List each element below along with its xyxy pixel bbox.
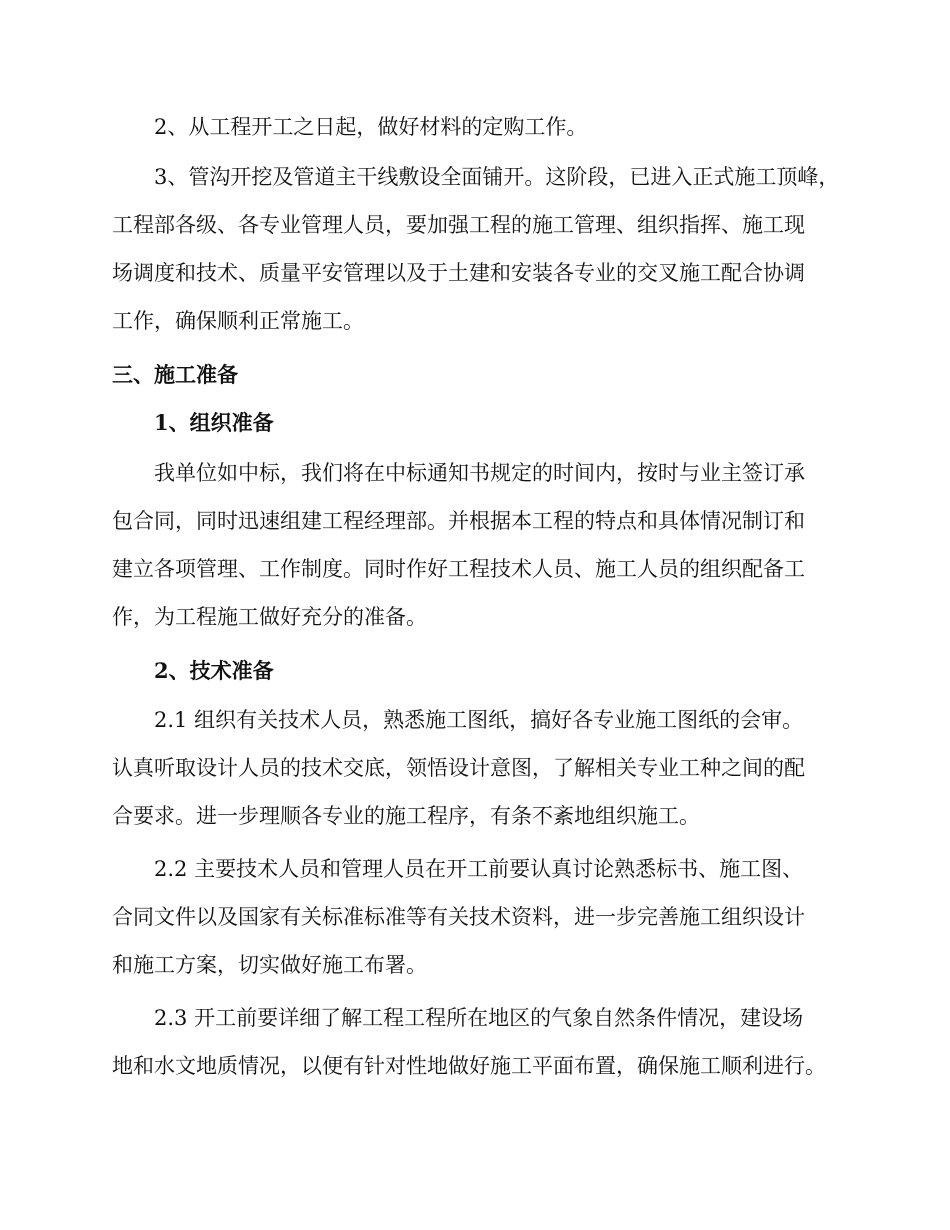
section-heading: 三、施工准备 bbox=[112, 362, 238, 387]
subsection-heading: 2、技术准备 bbox=[154, 658, 274, 683]
paragraph-technical-2-2 bbox=[112, 845, 850, 989]
paragraph-line: 作，为工程施工做好充分的准备。 bbox=[112, 605, 427, 629]
paragraph-technical-2-3 bbox=[112, 994, 850, 1090]
subsection-heading-technical bbox=[112, 647, 850, 695]
subsection-heading: 1、组织准备 bbox=[154, 410, 274, 435]
paragraph-line: 2、从工程开工之日起，做好材料的定购工作。 bbox=[154, 115, 588, 139]
paragraph-line: 和施工方案，切实做好施工布署。 bbox=[112, 953, 427, 977]
paragraph-organization-preparation bbox=[112, 449, 850, 641]
paragraph-line: 场调度和技术、质量平安管理以及于土建和安装各专业的交叉施工配合协调 bbox=[112, 261, 805, 285]
paragraph-line: 2.3 开工前要详细了解工程工程所在地区的气象自然条件情况，建设场 bbox=[154, 1006, 804, 1030]
paragraph-technical-2-1 bbox=[112, 696, 850, 840]
paragraph-material-ordering bbox=[112, 103, 850, 151]
paragraph-line: 建立各项管理、工作制度。同时作好工程技术人员、施工人员的组织配备工 bbox=[112, 557, 805, 581]
paragraph-line: 工程部各级、各专业管理人员，要加强工程的施工管理、组织指挥、施工现 bbox=[112, 213, 805, 237]
section-heading-construction-preparation bbox=[112, 351, 850, 399]
paragraph-line: 2.1 组织有关技术人员，熟悉施工图纸，搞好各专业施工图纸的会审。 bbox=[154, 708, 804, 732]
paragraph-line: 合要求。进一步理顺各专业的施工程序，有条不紊地组织施工。 bbox=[112, 804, 700, 828]
paragraph-line: 工作，确保顺利正常施工。 bbox=[112, 309, 364, 333]
paragraph-line: 2.2 主要技术人员和管理人员在开工前要认真讨论熟悉标书、施工图、 bbox=[154, 857, 804, 881]
paragraph-line: 我单位如中标，我们将在中标通知书规定的时间内，按时与业主签订承 bbox=[154, 461, 805, 485]
paragraph-line: 包合同，同时迅速组建工程经理部。并根据本工程的特点和具体情况制订和 bbox=[112, 509, 805, 533]
paragraph-line: 合同文件以及国家有关标准标准等有关技术资料，进一步完善施工组织设计 bbox=[112, 905, 805, 929]
paragraph-line: 地和水文地质情况，以便有针对性地做好施工平面布置，确保施工顺利进行。 bbox=[112, 1054, 826, 1078]
paragraph-line: 3、管沟开挖及管道主干线敷设全面铺开。这阶段，已进入正式施工顶峰， bbox=[154, 165, 840, 189]
paragraph-line: 认真听取设计人员的技术交底，领悟设计意图，了解相关专业工种之间的配 bbox=[112, 756, 805, 780]
subsection-heading-organization bbox=[112, 399, 850, 447]
paragraph-trench-excavation bbox=[112, 153, 850, 345]
